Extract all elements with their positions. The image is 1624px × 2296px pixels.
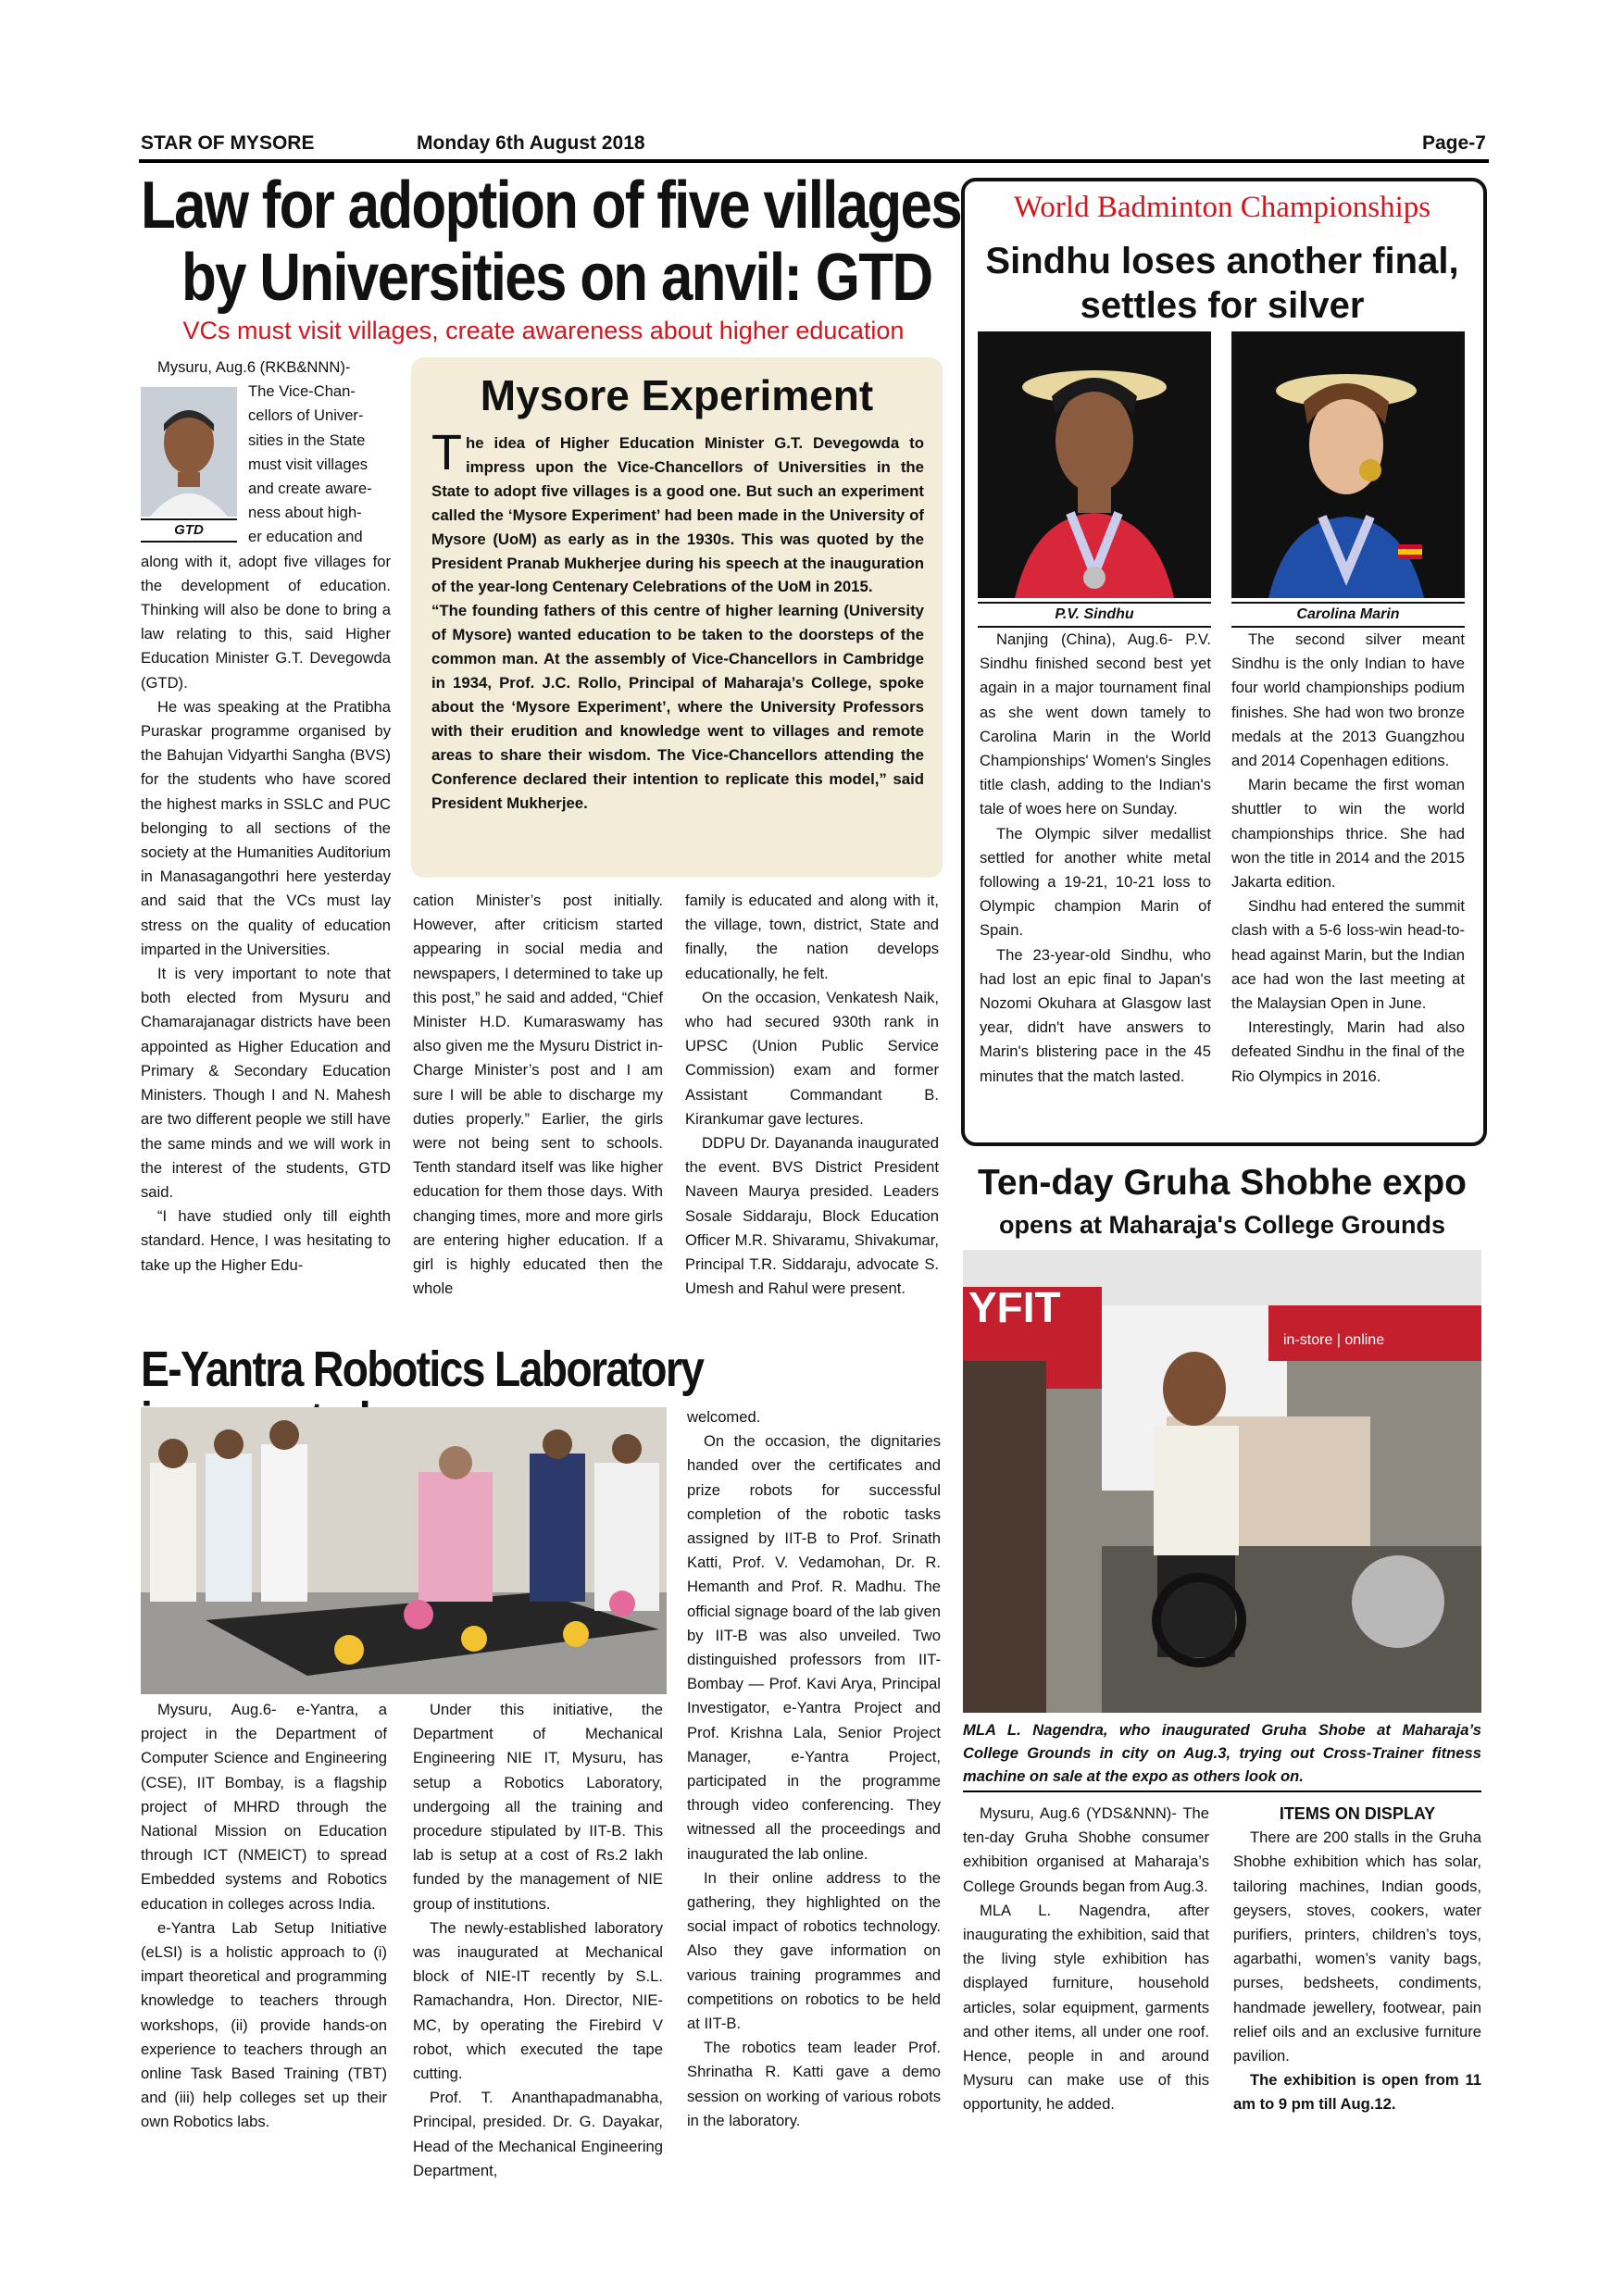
experiment-body: T he idea of Higher Education Minister G.T. Devegowda to impress upon the Vice-Chancellors of Universities in the State to adopt five villages is a good one. But such an experiment called the ‘Mysore Experiment’ had been made in the University of Mysore (UoM) as early as in the 1930s. This was quoted by the President Pranab Mukherjee during his speech at the inauguration of the year-long Centenary Celebrations of the UoM in 2015. “The founding fathers of this centre of higher learning (University of Mysore) wanted education to be taken to the doorsteps of the common man. At the assembly of Vice-Chancellors in Cambridge in 1934, Prof. J.C. Rollo, Principal of Maharaja’s College, spoke about the ‘Mysore Experiment’, where the University Professors with their erudition and knowledge went to villages and remote areas to share their wisdom. The Vice-Chancellors attending the Conference declared their intention to replicate this model,” said President Mukherjee. — [431, 425, 924, 812]
svg-text:YFIT: YFIT — [968, 1283, 1061, 1331]
page-number: Page-7 — [1422, 132, 1486, 154]
lead-subhead: VCs must visit villages, create awareness about higher education — [182, 317, 905, 344]
lead-col-1 — [141, 356, 391, 1278]
robotics-col-3: welcomed. On the occasion, the dignitaries handed over the certificates and prize robots for successful completion of the robotic tasks assigned by IIT-B to Prof. Srinath Katti, Prof. V. Vedamohan, Dr. R. Hemanth and Prof. R. Madhu. The official signage board of the lab given by IIT-B was also unveiled. Two distinguished professors from IIT-Bombay — Prof. Kavi Arya, Principal Investigator, e-Yantra Project and Prof. Krishna Lala, Senior Project Manager, e-Yantra Project, participated in the programme through video conferencing. They witnessed all the proceedings and inaugurated the lab online. In their online address to the gathering, they highlighted on the social impact of robotics technology. Also they gave information on various training programmes and competitions on robotics to be held at IIT-B. The robotics team leader Prof. Shrinatha R. Katti gave a demo session on working of various robots in the laboratory. — [687, 1408, 941, 2129]
lead-col-2: cation Minister’s post initially. However, after criticism started appearing in social media and newspapers, I determined to take up this post,” he said and added, “Chief Minister H.D. Kumaraswamy has also given me the Mysuru District in-Charge Minister’s post and I am sure I will be able to discharge my duties properly.” Earlier, the girls were not being sent to schools. Tenth standard itself was like higher education for them those days. With changing times, more and more girls are entering higher education. If a girl is highly educated then the whole — [413, 892, 663, 1298]
lead-para-1: along with it, adopt five villages for the development of education. Thinking will also be done to bring a law relating to this, said Higher Education Minister G.T. Devegowda (GTD). — [141, 552, 391, 692]
sindhu-photo — [978, 331, 1211, 598]
items-heading: ITEMS ON DISPLAY — [1279, 1804, 1436, 1823]
robotics-col-2: Under this initiative, the Department of Mechanical Engineering NIE IT, Mysuru, has setup a Robotics Laboratory, undergoing all the training and procedure stipulated by IIT-B. This lab is setup at a cost of Rs.2 lakh funded by the management of NIE group of institutions. The newly-established laboratory was inaugurated at Mechanical block of NIE-IT recently by S.L. Ramachandra, Hon. Director, NIE-MC, by operating the Firebird V robot, which executed the tape cutting. Prof. T. Ananthapadmanabha, Principal, presided. Dr. G. Dayakar, Head of the Mechanical Engineering Department, — [413, 1701, 663, 2179]
expo-rule — [963, 1791, 1481, 1792]
experiment-title: Mysore Experiment — [480, 371, 874, 419]
lead-para-2: He was speaking at the Pratibha Puraskar programme organised by the Bahujan Vidyarthi Sangha (BVS) for the students who have scored the highest marks in SSLC and PUC belonging to all sections of the society at the Humanities Auditorium in Manasagangothri here yesterday and said that the VCs must lay stress on the quality of education imparted in the Universities. — [141, 697, 391, 958]
robotics-photo — [141, 1407, 667, 1694]
badminton-kicker: World Badminton Championships — [1013, 191, 1431, 224]
lead-headline-line1: Law for adoption of five villages — [141, 168, 961, 243]
expo-col-1: Mysuru, Aug.6 (YDS&NNN)- The ten-day Gruha Shobhe consumer exhibition organised at Maharaja’s College Grounds began from Aug.3. MLA L. Nagendra, after inaugurating the exhibition, said that the living style exhibition has displayed furniture, household articles, solar equipment, garments and other items, all under one roof. Hence, people in and around Mysuru can make use of this opportunity, he added. — [963, 1804, 1209, 2114]
marin-photo — [1231, 331, 1465, 598]
paper-name: STAR OF MYSORE — [141, 132, 315, 154]
expo-subhead: opens at Maharaja's College Grounds — [998, 1211, 1446, 1239]
wrap-text: The Vice-Chan- cellors of Univer- sities in the State must visit villages and create aware- ness about high- er education and — [248, 382, 372, 546]
issue-date: Monday 6th August 2018 — [417, 132, 645, 154]
masthead-rule — [139, 159, 1489, 163]
badminton-col-2: The second silver meant Sindhu is the only Indian to have four world championships podium finishes. She had won two bronze medals at the 2013 Guangzhou and 2014 Copenhagen editions. Marin became the first woman shuttler to win the world championships thrice. She had won the title in 2014 and the 2015 Jakarta edition. Sindhu had entered the summit clash with a 5-6 loss-win head-to-head against Marin, but the Indian ace had won the last meeting at the Malaysian Open in June. Interestingly, Marin had also defeated Sindhu in the final of the Rio Olympics in 2016. — [1231, 630, 1465, 1085]
gtd-caption: GTD — [141, 518, 237, 543]
marin-caption: Carolina Marin — [1231, 602, 1465, 628]
expo-photo — [963, 1250, 1481, 1713]
robotics-col-1: Mysuru, Aug.6- e-Yantra, a project in the Department of Computer Science and Engineering (CSE), IIT Bombay, is a flagship project of MHRD through the National Mission on Education through ICT (NMEICT) to spread Embedded systems and Robotics education in colleges across India. e-Yantra Lab Setup Initiative (eLSI) is a holistic approach to (i) impart theoretical and programming knowledge to teachers through workshops, (ii) provide hands-on experience to teachers through an online Task Based Training (TBT) and (iii) help colleges set up their own Robotics labs. — [141, 1701, 387, 2131]
sindhu-caption: P.V. Sindhu — [978, 602, 1211, 628]
dateline: Mysuru, Aug.6 (RKB&NNN)- — [157, 358, 351, 376]
robotics-headline: E-Yantra Robotics Laboratory — [141, 1341, 704, 1397]
expo-col-2: ITEMS ON DISPLAY There are 200 stalls in the Gruha Shobhe exhibition which has solar, tailoring machines, Indian goods, geysers, stoves, cookers, water purifiers, printers, children’s toys, agarbathi, women’s vanity bags, purses, bedsheets, condiments, handmade jewellery, footwear, pain relief oils and an exclusive furniture pavilion. The exhibition is open from 11 am to 9 pm till Aug.12. — [1233, 1802, 1481, 2117]
svg-text:in-store | online: in-store | online — [1283, 1332, 1385, 1348]
lead-headline-line2: by Universities on anvil: GTD — [181, 241, 932, 315]
lead-para-4: “I have studied only till eighth standard. Hence, I was hesitating to take up the Higher Edu- — [141, 1207, 391, 1274]
expo-headline: Ten-day Gruha Shobhe expo — [977, 1163, 1467, 1203]
badminton-headline: Sindhu loses another final, settles for silver — [985, 241, 1459, 326]
expo-caption: MLA L. Nagendra, who inaugurated Gruha Shobe at Maharaja’s College Grounds in city on Aug.3, trying out Cross-Trainer fitness machine on sale at the expo as others look on. — [963, 1721, 1481, 1785]
lead-para-3: It is very important to note that both elected from Mysuru and Chamarajanagar districts have been appointed as Higher Education and Primary & Secondary Education Ministers. Though I and N. Mahesh are two different people we still have the same minds and we will work in the interest of the students, GTD said. — [141, 965, 391, 1201]
experiment-box — [411, 357, 943, 878]
drop-cap: T — [431, 425, 462, 480]
badminton-col-1: Nanjing (China), Aug.6- P.V. Sindhu finished second best yet again in a major tournament final as she went down tamely to Carolina Marin in the World Championships' Women's Singles title clash, adding to the Indian's tale of woes here on Sunday. The Olympic silver medallist settled for another white metal following a 19-21, 10-21 loss to Olympic champion Marin of Spain. The 23-year-old Sindhu, who had lost an epic final to Japan's Nozomi Okuhara at Glasgow last year, didn't have answers to Marin's blistering pace in the 45 minutes that the match lasted. — [980, 630, 1211, 1085]
lead-col-3: family is educated and along with it, the village, town, district, State and finally, the nation develops educationally, he felt. On the occasion, Venkatesh Naik, who had secured 930th rank in UPSC (Union Public Service Commission) exam and former Assistant Commandant B. Kirankumar gave lectures. DDPU Dr. Dayananda inaugurated the event. BVS District President Naveen Maurya presided. Leaders Sosale Siddaraju, Block Education Officer M.R. Shivaramu, Shivakumar, Principal T.R. Siddaraju, advocate S. Umesh and Rahul were present. — [685, 892, 939, 1298]
